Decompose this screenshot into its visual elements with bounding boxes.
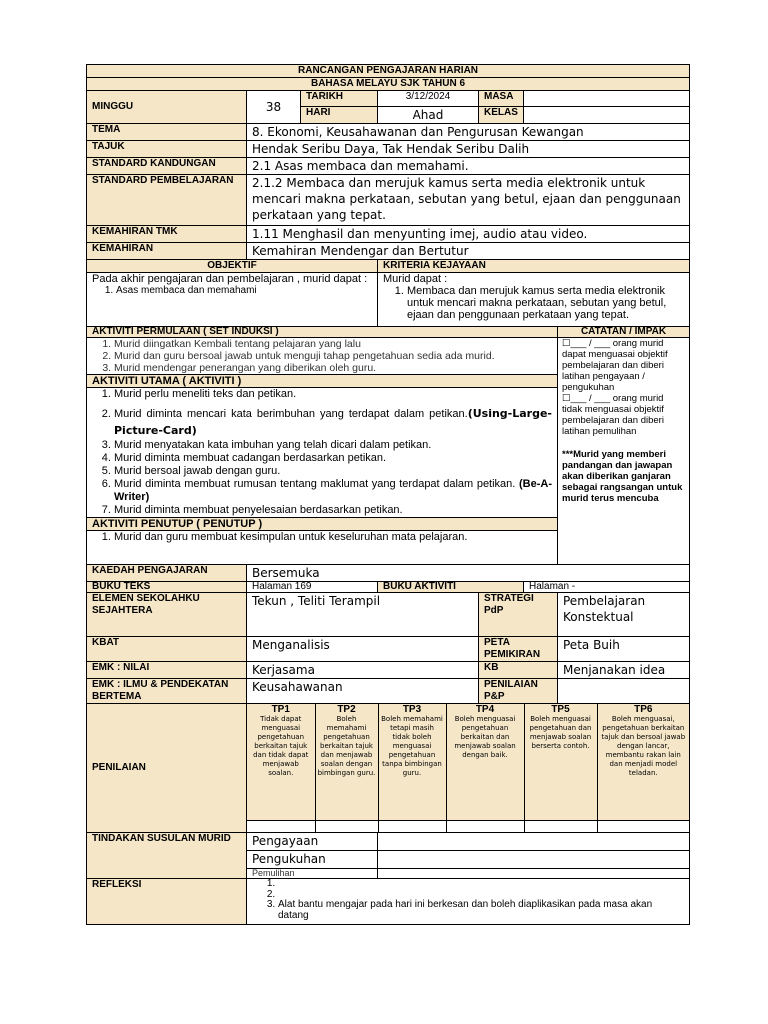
sp-label: STANDARD PEMBELAJARAN — [87, 175, 247, 226]
nilai-value[interactable]: Kerjasama — [247, 662, 479, 679]
subject-title: BAHASA MELAYU SJK TAHUN 6 — [87, 78, 690, 91]
masa-label: MASA — [479, 91, 524, 107]
lesson-plan — [86, 64, 689, 925]
tindakan-pengayaan[interactable]: Pengayaan — [247, 833, 378, 851]
kbat-label: KBAT — [87, 637, 247, 662]
tp6-tick[interactable] — [597, 820, 689, 832]
buku-teks-value[interactable]: Halaman 169 — [247, 582, 378, 593]
kbat-value[interactable]: Menganalisis — [247, 637, 479, 662]
tindakan-pemulihan-note[interactable] — [378, 869, 690, 879]
sp-value[interactable]: 2.1.2 Membaca dan merujuk kamus serta media elektronik untuk mencari makna perkataan, sebutan yang betul, ejaan dan penggunaan perkataan yang tepat. — [247, 175, 690, 226]
permulaan-item: 3. Murid mendengar penerangan yang diberikan oleh guru. — [114, 362, 552, 374]
hari-value[interactable]: Ahad — [378, 107, 479, 124]
tema-label: TEMA — [87, 124, 247, 141]
tmk-label: KEMAHIRAN TMK — [87, 226, 247, 243]
utama-item: 4. Murid diminta membuat cadangan berdasarkan petikan. — [114, 452, 552, 465]
tp4-heading: TP4 — [475, 704, 495, 715]
utama-item: 5. Murid bersoal jawab dengan guru. — [114, 465, 552, 478]
kb-label: KB — [479, 662, 558, 679]
utama-item-method: (Using-Large-Picture-Card) — [114, 407, 552, 437]
tajuk-label: TAJUK — [87, 141, 247, 158]
buku-aktiviti-label: BUKU AKTIVITI — [378, 582, 524, 593]
refleksi-item — [278, 879, 684, 890]
peta-label: PETA PEMIKIRAN — [479, 637, 558, 662]
permulaan-item: 1. Murid diingatkan Kembali tentang pelajaran yang lalu — [114, 338, 552, 350]
objektif-intro: Pada akhir pengajaran dan pembelajaran , murid dapat : — [92, 273, 368, 285]
sk-label: STANDARD KANDUNGAN — [87, 158, 247, 175]
catatan-line-1: ☐___ / ___ orang murid dapat menguasai objektif pembelajaran dan diberi latihan pengayaan / pengukuhan — [562, 338, 668, 393]
kriteria-label: KRITERIA KEJAYAAN — [378, 260, 690, 273]
objektif-content[interactable] — [87, 273, 378, 327]
tp6-cell — [597, 704, 689, 820]
kriteria-content[interactable] — [378, 273, 690, 327]
ilmu-value[interactable]: Keusahawanan — [247, 679, 479, 704]
form-title: RANCANGAN PENGAJARAN HARIAN — [87, 65, 690, 78]
tp2-heading: TP2 — [337, 704, 356, 715]
peta-value[interactable]: Peta Buih — [558, 637, 690, 662]
refleksi-content[interactable] — [247, 879, 690, 925]
catatan-line-2: ☐___ / ___ orang murid tidak menguasai objektif pembelajaran dan diberi latihan pemulihan — [562, 393, 664, 437]
buku-aktiviti-value[interactable]: Halaman - — [524, 582, 690, 593]
catatan-content[interactable] — [558, 338, 690, 565]
tp6-heading: TP6 — [634, 704, 653, 715]
minggu-value[interactable]: 38 — [247, 91, 301, 124]
tp6-desc: Boleh menguasai, pengetahuan berkaitan tajuk dan bersoal jawab dengan lancar, membantu rakan lain dan menjadi model teladan. — [601, 715, 686, 777]
tp5-desc: Boleh menguasai pengetahuan dan menjawab soalan berserta contoh. — [529, 715, 592, 750]
tp2-cell — [315, 704, 378, 820]
strategi-value[interactable]: Pembelajaran Konstektual — [558, 593, 690, 637]
tp2-desc: Boleh memahami pengetahuan berkaitan tajuk dan menjawab soalan dengan bimbingan guru. — [317, 715, 376, 777]
tp3-desc: Boleh memahami tetapi masih tidak boleh menguasai pengetahuan tanpa bimbingan guru. — [381, 715, 443, 777]
catatan-label: CATATAN / IMPAK — [558, 327, 690, 338]
penilaian-grid — [247, 704, 690, 833]
tp2-tick[interactable] — [315, 820, 378, 832]
tp1-cell — [247, 704, 315, 820]
tp1-heading: TP1 — [271, 704, 290, 715]
tp4-desc: Boleh menguasai pengetahuan berkaitan dan menjawab soalan dengan baik. — [454, 715, 516, 759]
strategi-label: STRATEGI PdP — [479, 593, 558, 637]
utama-label: AKTIVITI UTAMA ( AKTIVITI ) — [87, 375, 558, 388]
lesson-plan-table — [86, 64, 690, 925]
tindakan-pemulihan[interactable]: Pemulihan — [247, 869, 378, 879]
kelas-label: KELAS — [479, 107, 524, 124]
penilaian-pp-label: PENILAIAN P&P — [479, 679, 558, 704]
refleksi-label: REFLEKSI — [87, 879, 247, 925]
penutup-content[interactable] — [87, 531, 558, 565]
tindakan-pengukuhan[interactable]: Pengukuhan — [247, 851, 378, 869]
ilmu-label: EMK : ILMU & PENDEKATAN BERTEMA — [87, 679, 247, 704]
utama-item — [114, 405, 552, 439]
tarikh-label: TARIKH — [301, 91, 378, 107]
tp4-tick[interactable] — [446, 820, 524, 832]
utama-item: 3. Murid menyatakan kata imbuhan yang telah dicari dalam petikan. — [114, 439, 552, 452]
tmk-value[interactable]: 1.11 Menghasil dan menyunting imej, audio atau video. — [247, 226, 690, 243]
minggu-label: MINGGU — [87, 91, 247, 124]
utama-item — [114, 478, 552, 504]
tarikh-value[interactable]: 3/12/2024 — [378, 91, 479, 107]
tp1-desc: Tidak dapat menguasai pengetahuan berkaitan tajuk dan tidak dapat menjawab soalan. — [253, 715, 309, 777]
tema-value[interactable]: 8. Ekonomi, Keusahawanan dan Pengurusan Kewangan — [247, 124, 690, 141]
masa-value[interactable] — [524, 91, 690, 107]
hari-label: HARI — [301, 107, 378, 124]
kb-value[interactable]: Menjanakan idea — [558, 662, 690, 679]
utama-item: 1. Murid perlu meneliti teks dan petikan. — [114, 388, 552, 401]
elemen-value[interactable]: Tekun , Teliti Terampil — [247, 593, 479, 637]
utama-item-text: Murid diminta mencari kata berimbuhan yang terdapat dalam petikan. — [114, 408, 468, 420]
tp3-cell — [378, 704, 446, 820]
utama-item: 7. Murid diminta membuat penyelesaian berdasarkan petikan. — [114, 504, 552, 517]
objektif-item: 1. Asas membaca dan memahami — [116, 285, 372, 297]
penutup-item: 1. Murid dan guru membuat kesimpulan untuk keseluruhan mata pelajaran. — [114, 531, 552, 544]
elemen-label: ELEMEN SEKOLAHKU SEJAHTERA — [87, 593, 247, 637]
kaedah-value[interactable]: Bersemuka — [247, 565, 690, 582]
nilai-label: EMK : NILAI — [87, 662, 247, 679]
permulaan-label: AKTIVITI PERMULAAN ( SET INDUKSI ) — [87, 327, 558, 338]
penutup-label: AKTIVITI PENUTUP ( PENUTUP ) — [87, 518, 558, 531]
catatan-note: ***Murid yang memberi pandangan dan jawapan akan diberikan ganjaran sebagai rangsangan untuk murid terus mencuba — [562, 449, 683, 504]
tp3-tick[interactable] — [378, 820, 446, 832]
permulaan-content[interactable] — [87, 338, 558, 375]
tp3-heading: TP3 — [402, 704, 422, 715]
tindakan-pengukuhan-note[interactable] — [378, 851, 690, 869]
tp5-tick[interactable] — [524, 820, 597, 832]
utama-content[interactable] — [87, 388, 558, 518]
tindakan-label: TINDAKAN SUSULAN MURID — [87, 833, 247, 879]
buku-teks-label: BUKU TEKS — [87, 582, 247, 593]
permulaan-item: 2. Murid dan guru bersoal jawab untuk menguji tahap pengetahuan sedia ada murid. — [114, 350, 552, 362]
utama-item-method: (Be-A-Writer) — [114, 478, 552, 503]
kemahiran-value[interactable]: Kemahiran Mendengar dan Bertutur — [247, 243, 690, 260]
tp4-cell — [446, 704, 524, 820]
sk-value[interactable]: 2.1 Asas membaca dan memahami. — [247, 158, 690, 175]
kemahiran-label: KEMAHIRAN — [87, 243, 247, 260]
utama-item-text: Murid diminta membuat rumusan tentang maklumat yang terdapat dalam petikan. — [114, 478, 516, 490]
tp5-heading: TP5 — [551, 704, 570, 715]
penilaian-pp-value[interactable] — [558, 679, 690, 704]
tp-table — [247, 704, 689, 832]
tindakan-pengayaan-note[interactable] — [378, 833, 690, 851]
kaedah-label: KAEDAH PENGAJARAN — [87, 565, 247, 582]
tajuk-value[interactable]: Hendak Seribu Daya, Tak Hendak Seribu Dalih — [247, 141, 690, 158]
refleksi-item: 3. Alat bantu mengajar pada hari ini berkesan dan boleh diaplikasikan pada masa akan datang — [278, 900, 684, 921]
tp5-cell — [524, 704, 597, 820]
kelas-value[interactable] — [524, 107, 690, 124]
penilaian-label: PENILAIAN — [87, 704, 247, 833]
tp1-tick[interactable] — [247, 820, 315, 832]
objektif-label: OBJEKTIF — [87, 260, 378, 273]
kriteria-item: 1. Membaca dan merujuk kamus serta media elektronik untuk mencari makna perkataan, sebutan yang betul, ejaan dan penggunaan perkataan yang tepat. — [407, 285, 684, 321]
kriteria-intro: Murid dapat : — [383, 273, 448, 285]
